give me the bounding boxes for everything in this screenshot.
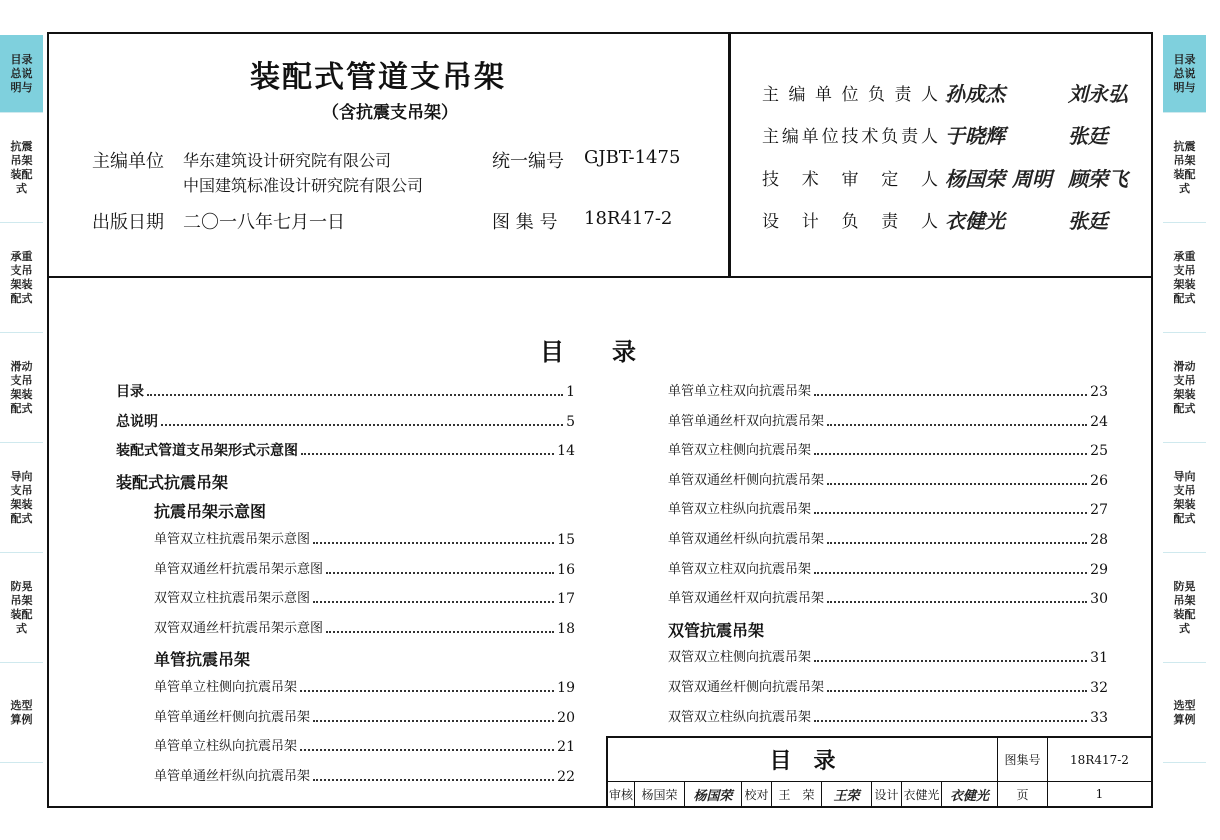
- side-tab[interactable]: [1163, 223, 1206, 333]
- toc-entry-label: 单管双通丝杆双向抗震吊架: [668, 591, 825, 607]
- toc-leader-dots: [300, 690, 554, 692]
- side-tab[interactable]: [1163, 553, 1206, 663]
- toc-entry-page: 33: [1090, 709, 1108, 726]
- document-title: 装配式管道支吊架: [250, 60, 506, 95]
- side-tab-label: 承重支吊架装配式: [1173, 249, 1196, 305]
- toc-entry-label: 单管双立柱侧向抗震吊架: [668, 443, 812, 459]
- signature-1: 于晓辉: [945, 124, 1005, 148]
- page-number: 1: [1095, 787, 1104, 801]
- header-right-box: [729, 32, 1153, 278]
- toc-entry-label: 总说明: [116, 413, 158, 430]
- side-tab[interactable]: [1163, 443, 1206, 553]
- toc-entry[interactable]: [668, 441, 1108, 461]
- side-tab-label: 抗震吊架装配式: [10, 139, 33, 195]
- toc-leader-dots: [147, 394, 563, 396]
- toc-leader-dots: [814, 572, 1087, 574]
- editor-unit-2: 中国建筑标准设计研究院有限公司: [183, 176, 424, 195]
- toc-leader-dots: [313, 720, 554, 722]
- side-tab[interactable]: [1163, 663, 1206, 763]
- side-tab-label: 防晃吊架装配式: [1173, 579, 1196, 635]
- signature-role: 设计负责人: [762, 212, 938, 232]
- design-label: 设计: [872, 782, 902, 806]
- signature-1: 衣健光: [945, 209, 1005, 233]
- signature-1: 杨国荣 周明: [945, 167, 1052, 191]
- toc-entry-page: 24: [1090, 413, 1108, 430]
- toc-entry-page: 17: [557, 591, 575, 608]
- toc-entry-page: 27: [1090, 502, 1108, 519]
- title-block-atlas-label: 图集号: [998, 738, 1048, 782]
- toc-entry[interactable]: [668, 412, 1108, 432]
- toc-leader-dots: [326, 631, 554, 633]
- unified-code: GJBT-1475: [584, 147, 681, 168]
- toc-entry[interactable]: [668, 708, 1108, 728]
- side-tab-label: 承重支吊架装配式: [10, 249, 33, 305]
- side-tab[interactable]: [0, 663, 43, 763]
- side-tab[interactable]: [0, 553, 43, 663]
- toc-entry-page: 29: [1090, 561, 1108, 578]
- signature-2: 顾荣飞: [1068, 167, 1128, 191]
- side-tab[interactable]: [1163, 333, 1206, 443]
- toc-entry-label: 双管双立柱抗震吊架示意图: [154, 591, 311, 607]
- side-tab-label: 导向支吊架装配式: [1173, 469, 1196, 525]
- atlas-label: 图 集 号: [492, 212, 558, 233]
- toc-entry-label: 单管双通丝杆纵向抗震吊架: [668, 532, 825, 547]
- toc-entry[interactable]: [668, 589, 1108, 609]
- side-tab[interactable]: [0, 443, 43, 553]
- check-signature: 王荣: [822, 782, 872, 806]
- toc-entry-label: 单管单立柱双向抗震吊架: [668, 384, 812, 399]
- toc-entry-label: 单管双立柱纵向抗震吊架: [668, 502, 812, 518]
- signature-2: 张廷: [1068, 209, 1108, 233]
- atlas-number: 18R417-2: [584, 208, 673, 229]
- toc-leader-dots: [827, 424, 1087, 426]
- review-signature: 杨国荣: [685, 782, 742, 806]
- signature-2: 张廷: [1068, 124, 1108, 148]
- toc-leader-dots: [301, 453, 554, 455]
- code-label: 统一编号: [492, 151, 564, 172]
- toc-entry-label: 单管单立柱侧向抗震吊架: [154, 680, 298, 695]
- toc-entry-page: 18: [557, 620, 575, 637]
- toc-leader-dots: [814, 720, 1087, 722]
- toc-leader-dots: [814, 512, 1087, 514]
- side-tab-label: 选型算例: [1173, 698, 1196, 726]
- review-name: 杨国荣: [635, 782, 685, 806]
- side-tab-label: 防晃吊架装配式: [10, 579, 33, 635]
- toc-entry-page: 14: [557, 443, 575, 460]
- toc-section-heading: 双管抗震吊架: [668, 620, 765, 640]
- toc-entry-page: 32: [1090, 680, 1108, 696]
- toc-entry-label: 单管单通丝杆纵向抗震吊架: [154, 768, 311, 784]
- review-label: 审核: [608, 782, 635, 806]
- toc-section-heading: 装配式抗震吊架: [116, 472, 229, 492]
- page-label: 页: [998, 782, 1048, 806]
- side-tab[interactable]: [0, 333, 43, 443]
- side-tab-label: 抗震吊架装配式: [1173, 139, 1196, 195]
- side-tab-label: 选型算例: [10, 698, 33, 726]
- toc-entry[interactable]: [154, 737, 575, 757]
- toc-leader-dots: [300, 749, 554, 751]
- toc-entry-label: 目录: [116, 384, 144, 400]
- toc-entry[interactable]: [668, 648, 1108, 668]
- toc-entry[interactable]: [154, 708, 575, 728]
- toc-entry-label: 单管双通丝杆抗震吊架示意图: [154, 561, 324, 577]
- toc-entry[interactable]: [668, 471, 1108, 491]
- toc-leader-dots: [814, 660, 1087, 662]
- toc-entry[interactable]: [668, 500, 1108, 520]
- toc-leader-dots: [161, 424, 563, 426]
- toc-entry-page: 28: [1090, 532, 1108, 548]
- design-signature: 衣健光: [942, 782, 998, 806]
- toc-entry-label: 单管单立柱纵向抗震吊架: [154, 739, 298, 755]
- toc-section-heading: 单管抗震吊架: [154, 650, 251, 670]
- side-tab-label: 目录总说明与: [10, 52, 33, 94]
- title-block-title: 目 录: [608, 738, 998, 782]
- side-tab[interactable]: [0, 35, 43, 113]
- side-tab[interactable]: [1163, 35, 1206, 113]
- toc-entry[interactable]: [668, 382, 1108, 402]
- toc-entry-label: 装配式管道支吊架形式示意图: [116, 443, 298, 460]
- toc-leader-dots: [827, 690, 1087, 692]
- toc-entry-label: 单管双通丝杆侧向抗震吊架: [668, 472, 825, 488]
- toc-entry[interactable]: [154, 619, 575, 639]
- toc-leader-dots: [827, 483, 1087, 485]
- toc-entry-page: 21: [557, 739, 575, 756]
- toc-leader-dots: [827, 542, 1087, 544]
- toc-entry-page: 20: [557, 709, 575, 726]
- toc-entry[interactable]: [116, 382, 575, 402]
- toc-entry[interactable]: [116, 412, 575, 432]
- toc-entry-page: 19: [557, 680, 575, 696]
- toc-entry-label: 单管双立柱双向抗震吊架: [668, 561, 812, 577]
- toc-entry-label: 双管双通丝杆侧向抗震吊架: [668, 680, 825, 695]
- toc-entry-page: 23: [1090, 384, 1108, 400]
- title-block: [606, 736, 1153, 808]
- side-tab[interactable]: [0, 223, 43, 333]
- toc-entry-page: 1: [566, 384, 575, 400]
- design-name: 衣健光: [902, 782, 942, 806]
- toc-entry[interactable]: [154, 678, 575, 698]
- side-tab[interactable]: [0, 113, 43, 223]
- toc-entry-page: 16: [557, 561, 575, 578]
- signature-role: 主编单位技术负责人: [762, 127, 938, 147]
- toc-section-heading: 抗震吊架示意图: [154, 502, 267, 522]
- signature-role: 技术审定人: [762, 170, 938, 190]
- side-tab-label: 滑动支吊架装配式: [1173, 359, 1196, 415]
- toc-leader-dots: [827, 601, 1087, 603]
- side-tab-label: 导向支吊架装配式: [10, 469, 33, 525]
- check-label: 校对: [742, 782, 772, 806]
- toc-leader-dots: [313, 542, 554, 544]
- publish-date: 二〇一八年七月一日: [183, 212, 345, 233]
- toc-entry[interactable]: [668, 678, 1108, 698]
- toc-entry-label: 双管双通丝杆抗震吊架示意图: [154, 620, 324, 636]
- toc-entry-page: 31: [1090, 650, 1108, 667]
- signature-1: 孙成杰: [945, 82, 1005, 106]
- toc-entry[interactable]: [668, 560, 1108, 580]
- toc-leader-dots: [814, 394, 1087, 396]
- toc-leader-dots: [814, 453, 1087, 455]
- editor-unit-1: 华东建筑设计研究院有限公司: [183, 151, 392, 170]
- toc-leader-dots: [313, 779, 554, 781]
- check-name: 王 荣: [772, 782, 822, 806]
- toc-entry-page: 15: [557, 532, 575, 548]
- signature-role: 主编单位负责人: [762, 85, 938, 105]
- toc-entry[interactable]: [154, 767, 575, 787]
- toc-entry-label: 双管双立柱侧向抗震吊架: [668, 650, 812, 666]
- toc-entry-label: 单管单通丝杆侧向抗震吊架: [154, 709, 311, 725]
- date-label: 出版日期: [92, 212, 164, 233]
- toc-entry-label: 单管双立柱抗震吊架示意图: [154, 532, 311, 547]
- toc-entry-page: 25: [1090, 443, 1108, 460]
- side-tab-label: 目录总说明与: [1173, 52, 1196, 94]
- title-block-atlas: 18R417-2: [1048, 738, 1151, 782]
- toc-entry[interactable]: [154, 530, 575, 550]
- toc-entry-page: 30: [1090, 591, 1108, 608]
- side-tab-label: 滑动支吊架装配式: [10, 359, 33, 415]
- side-tab[interactable]: [1163, 113, 1206, 223]
- toc-entry-page: 26: [1090, 472, 1108, 489]
- document-subtitle: （含抗震支吊架）: [322, 103, 458, 123]
- editor-label: 主编单位: [92, 151, 164, 172]
- toc-leader-dots: [313, 601, 554, 603]
- toc-entry-label: 双管双立柱纵向抗震吊架: [668, 709, 812, 725]
- toc-leader-dots: [326, 572, 554, 574]
- signature-2: 刘永弘: [1068, 82, 1128, 106]
- toc-entry-label: 单管单通丝杆双向抗震吊架: [668, 413, 825, 429]
- toc-entry[interactable]: [116, 441, 575, 461]
- toc-entry[interactable]: [154, 589, 575, 609]
- toc-entry-page: 5: [566, 413, 575, 430]
- toc-entry[interactable]: [154, 560, 575, 580]
- toc-entry-page: 22: [557, 768, 575, 785]
- toc-title: 目 录: [540, 337, 636, 366]
- toc-entry[interactable]: [668, 530, 1108, 550]
